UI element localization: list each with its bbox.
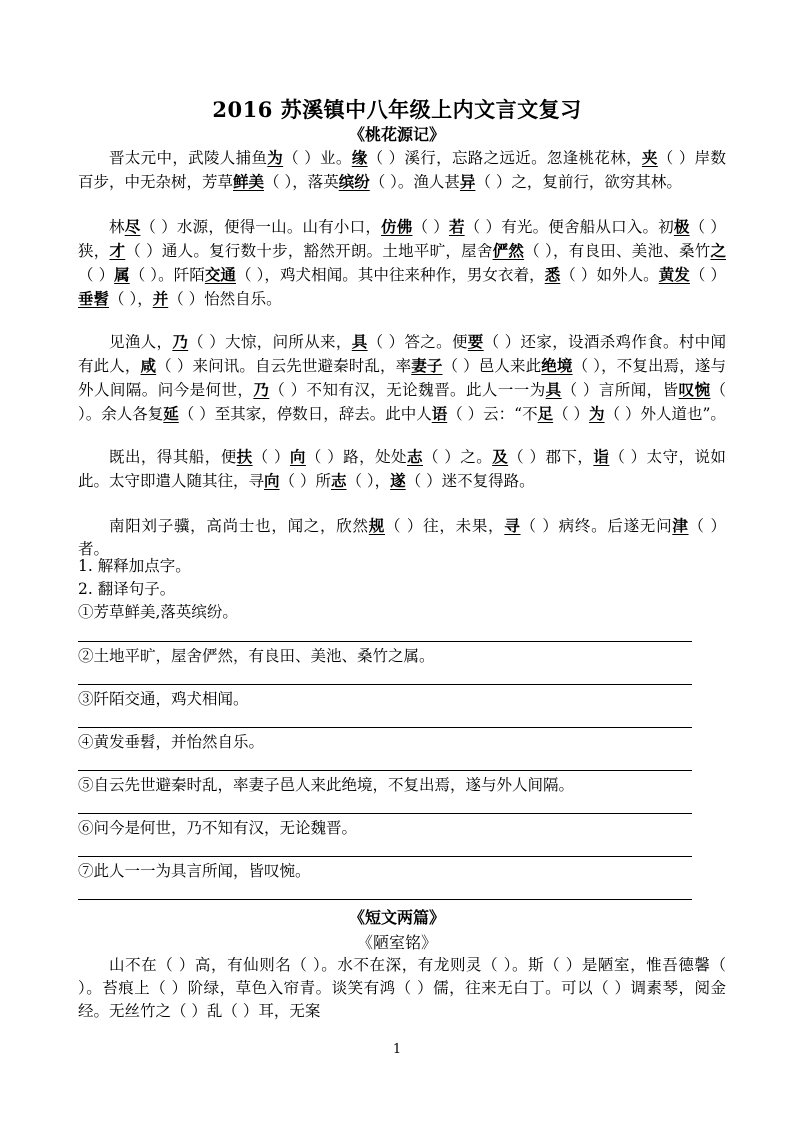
passage-text: （ ），不复出焉，遂与外人间隔。问今是何世， [78, 357, 726, 399]
passage-paragraph-4 [78, 445, 726, 493]
key-word: 向 [264, 471, 280, 490]
key-word: 仿佛 [381, 217, 413, 236]
task-explain-words: 1. 解释加点字。 [78, 557, 191, 575]
key-word: 足 [537, 404, 554, 423]
passage-text: （ ）答之。便 [367, 333, 468, 351]
answer-line[interactable] [78, 770, 692, 771]
key-word: 及 [492, 447, 509, 466]
key-word: 志 [330, 471, 347, 490]
key-word: 妻子 [411, 356, 443, 375]
passage-text: （ ）狭， [78, 218, 726, 260]
document-title: 2016 苏溪镇中八年级上内文言文复习 [212, 97, 582, 122]
answer-line[interactable] [78, 641, 692, 642]
key-word: 鲜美 [233, 172, 265, 191]
passage-text: （ ）。余人各复 [78, 381, 726, 423]
key-word: 扶 [236, 447, 253, 466]
key-word: 异 [459, 172, 476, 191]
key-word: 诣 [593, 447, 610, 466]
key-word: 遂 [390, 471, 406, 490]
passage-text: （ ）还家，设酒杀鸡作食。村中闻有此人， [78, 333, 726, 375]
task-translate: 2. 翻译句子。 [78, 580, 176, 598]
key-word: 俨然 [492, 241, 525, 260]
passage-text: （ ）如外人。 [560, 266, 659, 284]
question-1: ①芳草鲜美,落英缤纷。 [78, 603, 238, 621]
page-number: 1 [392, 1042, 402, 1057]
passage-text: （ ） [553, 405, 590, 423]
answer-line[interactable] [78, 813, 692, 814]
key-word: 寻 [504, 516, 521, 535]
passage-text: （ ）业。 [283, 149, 352, 167]
key-word: 叹惋 [678, 380, 711, 399]
key-word: 志 [407, 447, 423, 466]
passage-text: （ ）， [346, 472, 391, 490]
key-word: 垂髫 [78, 289, 110, 308]
key-word: 夹 [641, 148, 658, 167]
key-word: 才 [109, 241, 126, 260]
passage-text: （ ）郡下， [508, 448, 594, 466]
answer-line[interactable] [78, 856, 692, 857]
question-6: ⑥问今是何世，乃不知有汉，无论魏晋。 [78, 819, 358, 837]
question-7: ⑦此人一一为具言所闻，皆叹惋。 [78, 862, 311, 880]
passage-text: （ ） [252, 448, 290, 466]
key-word: 要 [467, 332, 484, 351]
passage-text: （ ）外人道也”。 [604, 405, 726, 423]
passage-text: 南阳刘子骥，高尚士也，闻之，欣然 [109, 517, 369, 535]
passage-text: （ ） [689, 266, 726, 284]
passage-text: （ ）路，处处 [305, 448, 408, 466]
key-word: 尽 [124, 217, 141, 236]
key-word: 属 [114, 265, 130, 284]
passage-text: （ ）， [109, 290, 153, 308]
key-word: 具 [545, 380, 562, 399]
passage-text: （ ）有光。便舍船从口入。初 [464, 218, 674, 236]
passage-text: （ ），落英 [264, 173, 339, 191]
passage-text: （ ）迷不复得路。 [405, 472, 535, 490]
key-word: 缤纷 [338, 172, 370, 191]
key-word: 缘 [351, 148, 368, 167]
passage-text: （ ）来问讯。自云先世避秦时乱，率 [156, 357, 412, 375]
passage-text: （ ），鸡犬相闻。其中往来种作，男女衣着， [236, 266, 545, 284]
key-word: 向 [289, 447, 306, 466]
key-word: 之 [710, 241, 726, 260]
passage-paragraph-5 [78, 514, 726, 561]
passage-text: 林 [109, 218, 125, 236]
passage-text: 见渔人， [109, 333, 173, 351]
passage-text: （ ）溪行，忘路之远近。忽逢桃花林， [367, 149, 642, 167]
key-word: 规 [368, 516, 385, 535]
passage-text: （ ）至其家，停数日，辞去。此中人 [178, 405, 432, 423]
passage-text: （ ）云：“不 [447, 405, 538, 423]
key-word: 若 [448, 217, 465, 236]
passage-text: （ ）病终。后遂无问 [520, 517, 673, 535]
passage-paragraph-2 [78, 215, 726, 311]
key-word: 悉 [544, 265, 561, 284]
passage-text: （ ）怡然自乐。 [168, 290, 282, 308]
answer-line[interactable] [78, 899, 692, 900]
passage-text: 晋太元中，武陵人捕鱼 [109, 149, 268, 167]
passage-text: （ ）邑人来此 [442, 357, 542, 375]
passage-text: （ ）大惊，问所从来， [188, 333, 352, 351]
section-title-taohuayuanji: 《桃花源记》 [348, 125, 445, 144]
key-word: 咸 [140, 356, 157, 375]
passage-text: （ ）水源，便得一山。山有小口， [140, 218, 382, 236]
key-word: 乃 [253, 380, 270, 399]
passage-text: （ ） [412, 218, 449, 236]
question-5: ⑤自云先世避秦时乱，率妻子邑人来此绝境，不复出焉，遂与外人间隔。 [78, 776, 575, 794]
passage-text: （ ）不知有汉，无论魏晋。此人一一为 [269, 381, 546, 399]
passage-paragraph-loushiming [78, 954, 726, 1023]
key-word: 极 [673, 217, 690, 236]
key-word: 黄发 [658, 265, 690, 284]
passage-text: （ ）往，未果， [384, 517, 505, 535]
key-word: 津 [672, 516, 689, 535]
key-word: 绝境 [541, 356, 573, 375]
passage-text: （ ）通人。复行数十步，豁然开朗。土地平旷，屋舍 [125, 242, 493, 260]
passage-paragraph-3 [78, 330, 726, 426]
answer-line[interactable] [78, 684, 692, 685]
question-4: ④黄发垂髫，并怡然自乐。 [78, 733, 265, 751]
key-word: 为 [267, 148, 284, 167]
key-word: 乃 [172, 332, 189, 351]
key-word: 具 [351, 332, 368, 351]
passage-text: （ ）所 [279, 472, 331, 490]
passage-text: （ ）之。 [422, 448, 493, 466]
key-word: 延 [163, 404, 179, 423]
key-word: 为 [589, 404, 605, 423]
answer-line[interactable] [78, 727, 692, 728]
passage-text: （ ）之，复前行，欲穷其林。 [475, 173, 682, 191]
passage-text: （ ）太守，说如此。太守即遣人随其往，寻 [78, 448, 726, 490]
passage-text: （ ）岸数百步，中无杂树，芳草 [78, 149, 726, 191]
passage-text: （ ）言所闻，皆 [561, 381, 679, 399]
section-subtitle-loushiming: 《陋室铭》 [356, 933, 437, 952]
passage-text: （ ） [78, 266, 115, 284]
passage-text: （ ）者。 [78, 517, 726, 558]
passage-text: （ ）。渔人甚 [369, 173, 460, 191]
key-word: 并 [152, 289, 169, 308]
passage-text: （ ）。阡陌 [129, 266, 205, 284]
section-title-duanwen: 《短文两篇》 [348, 908, 445, 927]
key-word: 语 [431, 404, 448, 423]
question-3: ③阡陌交通，鸡犬相闻。 [78, 690, 249, 708]
question-2: ②土地平旷，屋舍俨然，有良田、美池、桑竹之属。 [78, 647, 435, 665]
passage-paragraph-1 [78, 146, 726, 194]
passage-text: 山不在（ ）高，有仙则名（ ）。水不在深，有龙则灵（ ）。斯（ ）是陋室，惟吾德馨（ ）。苔痕上（ ）阶绿，草色入帘青。谈笑有鸿（ ）儒，往来无白丁。可以（ ）调素琴，阅金经。无丝竹之（ ）乱（ ）耳，无案 [78, 956, 726, 1020]
passage-text: （ ），有良田、美池、桑竹 [524, 242, 711, 260]
key-word: 交通 [204, 265, 237, 284]
passage-text: 既出，得其船，便 [109, 448, 237, 466]
